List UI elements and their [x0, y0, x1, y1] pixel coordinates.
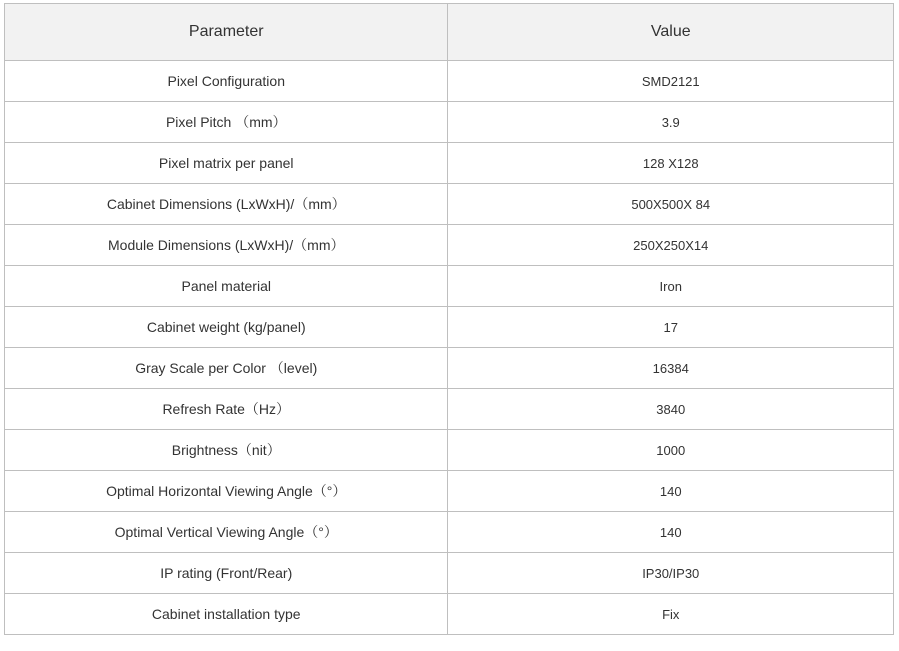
value-cell: 140: [448, 471, 894, 512]
value-cell: IP30/IP30: [448, 553, 894, 594]
value-cell: 140: [448, 512, 894, 553]
value-cell: 16384: [448, 348, 894, 389]
parameter-cell: Pixel matrix per panel: [5, 143, 448, 184]
value-cell: 1000: [448, 430, 894, 471]
parameter-cell: Gray Scale per Color （level): [5, 348, 448, 389]
parameter-cell: Cabinet weight (kg/panel): [5, 307, 448, 348]
parameter-cell: Module Dimensions (LxWxH)/（mm）: [5, 225, 448, 266]
table-row: [5, 389, 894, 430]
table-row: [5, 266, 894, 307]
value-cell: 128 X128: [448, 143, 894, 184]
value-cell: 3840: [448, 389, 894, 430]
parameter-cell: IP rating (Front/Rear): [5, 553, 448, 594]
table-header: [5, 4, 894, 61]
parameter-cell: Cabinet installation type: [5, 594, 448, 635]
value-cell: Fix: [448, 594, 894, 635]
header-value: Value: [448, 4, 894, 61]
table-row: [5, 594, 894, 635]
table-row: [5, 225, 894, 266]
value-cell: Iron: [448, 266, 894, 307]
table-row: [5, 307, 894, 348]
table-body: [5, 61, 894, 635]
parameter-cell: Refresh Rate（Hz）: [5, 389, 448, 430]
table-row: [5, 430, 894, 471]
header-parameter: Parameter: [5, 4, 448, 61]
value-cell: SMD2121: [448, 61, 894, 102]
header-row: [5, 4, 894, 61]
value-cell: 250X250X14: [448, 225, 894, 266]
parameter-cell: Brightness（nit）: [5, 430, 448, 471]
parameter-cell: Cabinet Dimensions (LxWxH)/（mm）: [5, 184, 448, 225]
table-row: [5, 61, 894, 102]
spec-table: [4, 3, 894, 635]
value-cell: 17: [448, 307, 894, 348]
table-row: [5, 184, 894, 225]
parameter-cell: Optimal Vertical Viewing Angle（°）: [5, 512, 448, 553]
table-row: [5, 102, 894, 143]
value-cell: 3.9: [448, 102, 894, 143]
parameter-cell: Pixel Pitch （mm）: [5, 102, 448, 143]
table-row: [5, 143, 894, 184]
value-cell: 500X500X 84: [448, 184, 894, 225]
parameter-cell: Panel material: [5, 266, 448, 307]
parameter-cell: Optimal Horizontal Viewing Angle（°）: [5, 471, 448, 512]
table-row: [5, 553, 894, 594]
table-row: [5, 512, 894, 553]
table-row: [5, 348, 894, 389]
parameter-cell: Pixel Configuration: [5, 61, 448, 102]
table-row: [5, 471, 894, 512]
